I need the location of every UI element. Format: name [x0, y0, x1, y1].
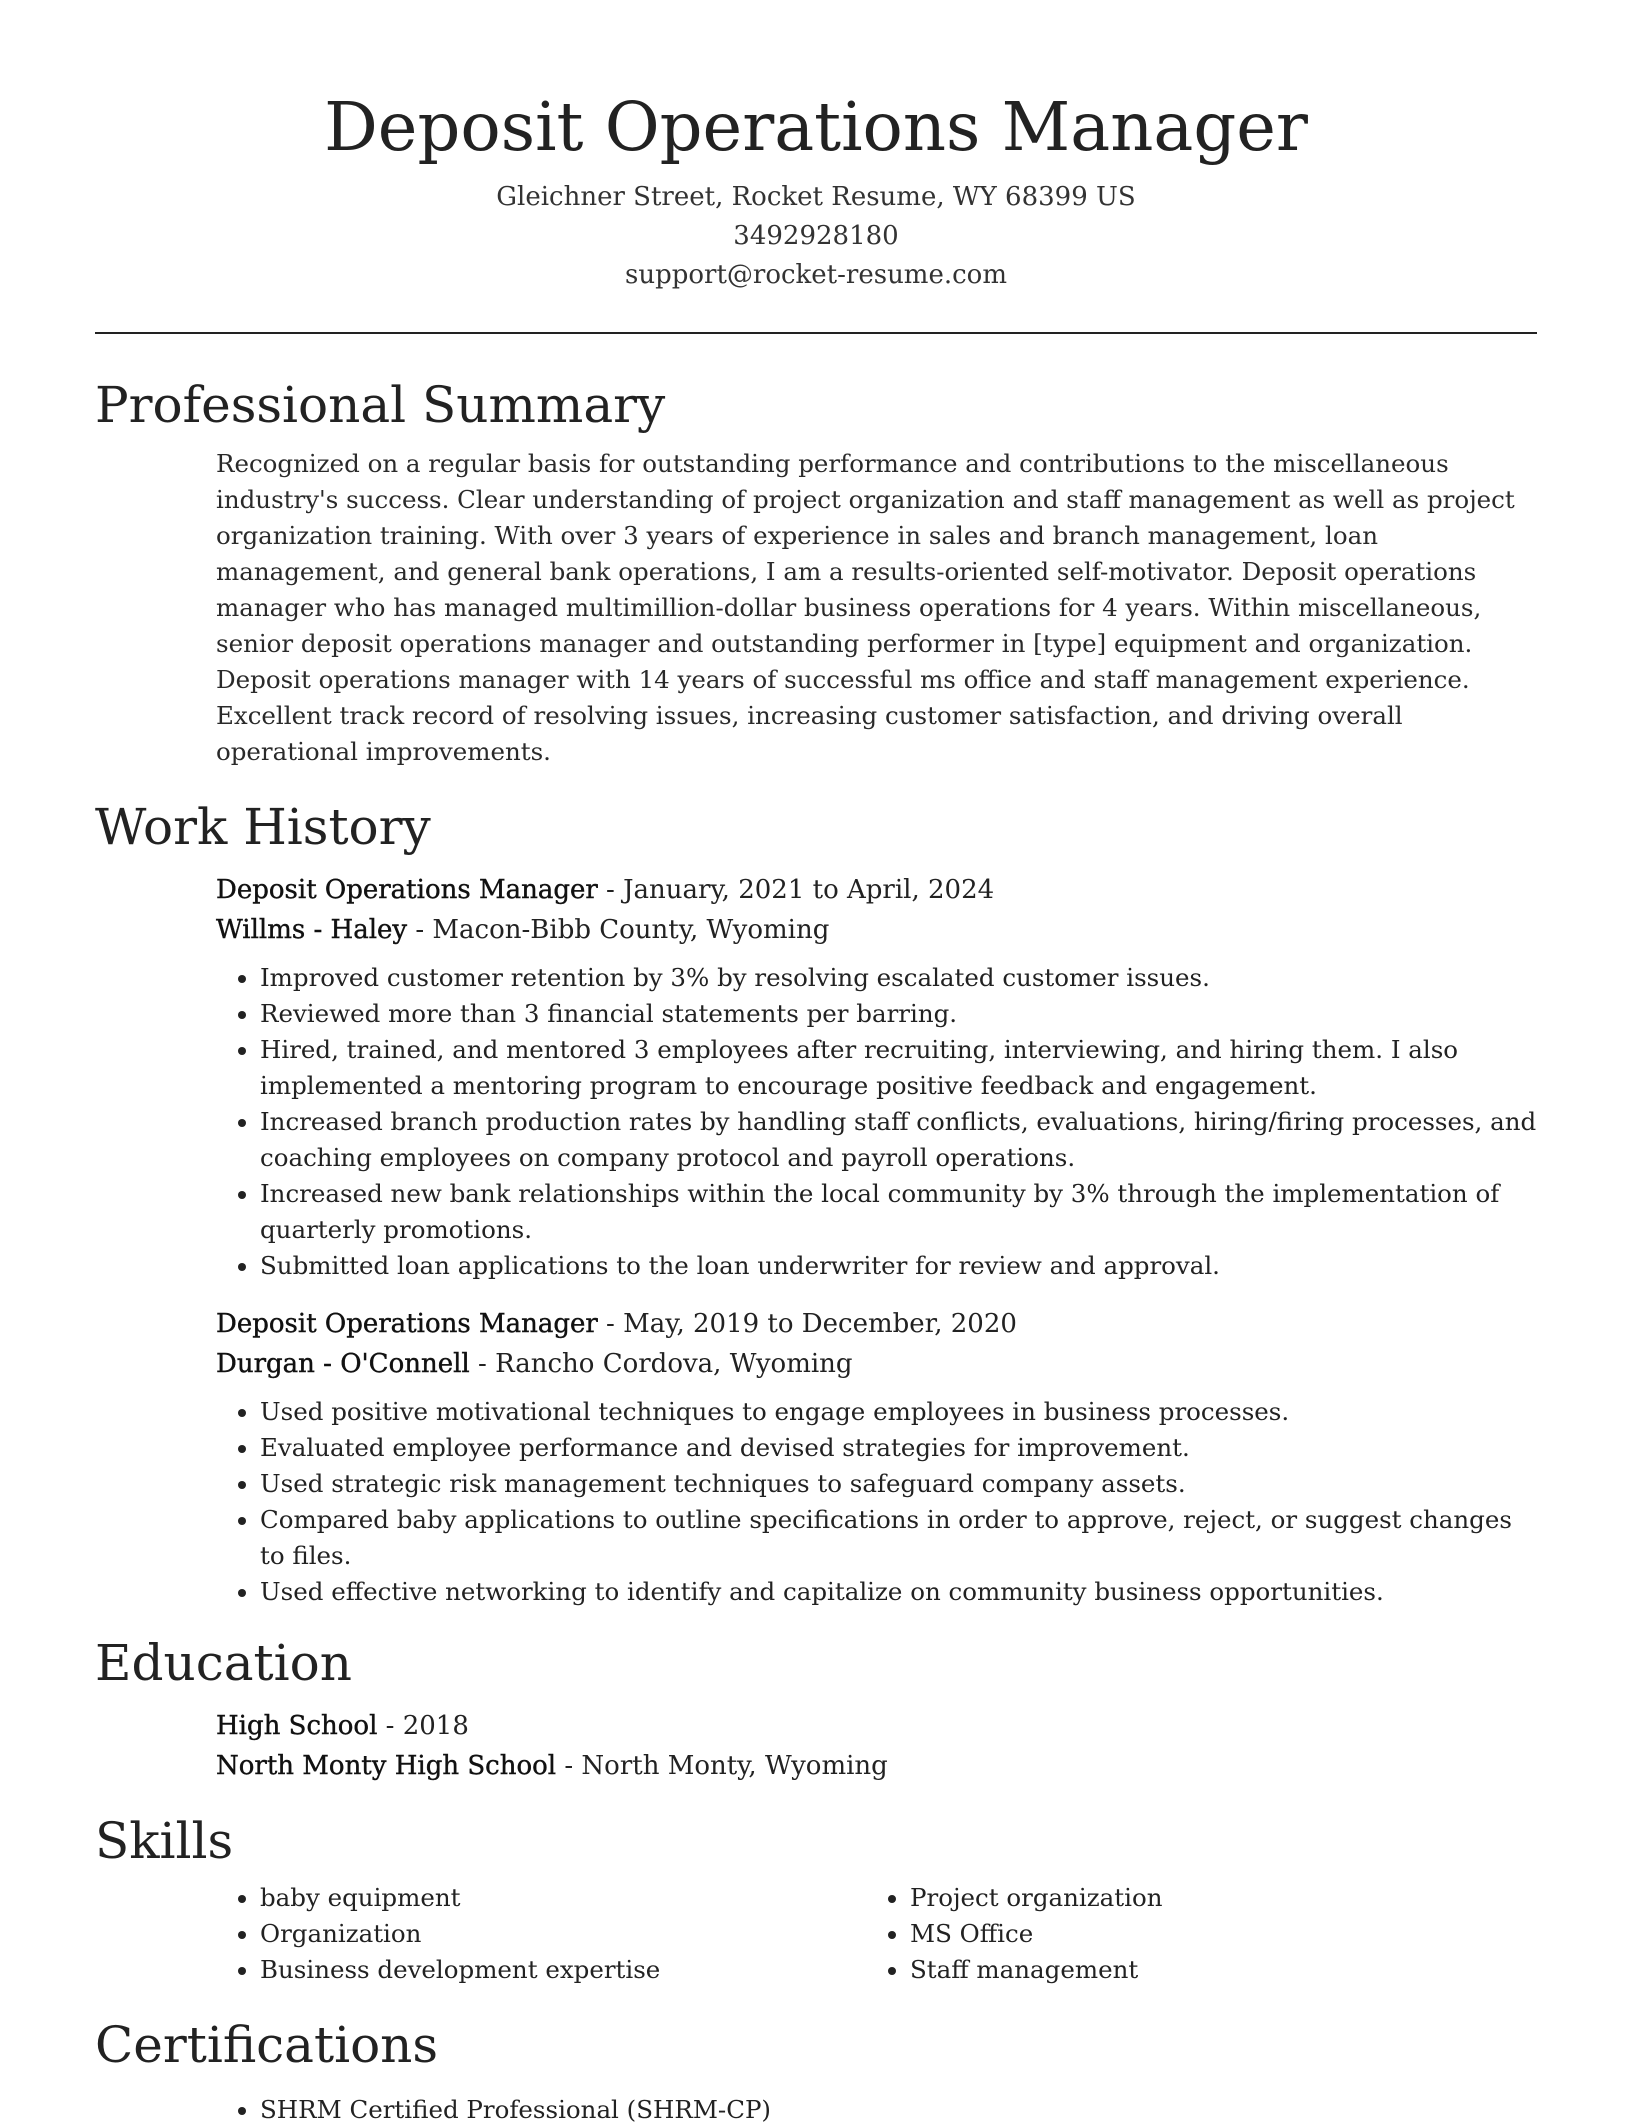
- job-company-line: [216, 910, 1537, 950]
- job-entry: [216, 870, 1537, 1284]
- skill-item: • Project organization: [910, 1880, 1516, 1916]
- education-location: - North Monty, Wyoming: [556, 1751, 888, 1781]
- job-title-line: [216, 1304, 1537, 1344]
- skills-section: [95, 1810, 1537, 1988]
- education-section: [95, 1632, 1537, 1786]
- skills-column-left: [216, 1880, 866, 1988]
- summary-heading: Professional Summary: [95, 376, 666, 434]
- certifications-section: [95, 2014, 1537, 2128]
- job-role: Deposit Operations Manager: [216, 1309, 598, 1339]
- job-bullet: • Used positive motivational techniques to engage employees in business processes.: [260, 1394, 1537, 1430]
- resume-page: [95, 0, 1537, 2128]
- job-location: - Rancho Cordova, Wyoming: [469, 1349, 853, 1379]
- education-degree-line: [216, 1706, 1537, 1746]
- skill-item: • Staff management: [910, 1952, 1516, 1988]
- work-history-section: [95, 796, 1537, 1610]
- education-school-line: [216, 1746, 1537, 1786]
- job-company-line: [216, 1344, 1537, 1384]
- skills-list-right: [866, 1880, 1516, 1988]
- skills-column-right: [866, 1880, 1516, 1988]
- education-heading: Education: [95, 1634, 352, 1692]
- job-company: Willms - Haley: [216, 915, 408, 945]
- job-bullets: [216, 1394, 1537, 1610]
- certifications-heading: Certifications: [95, 2016, 439, 2074]
- job-bullet: • Reviewed more than 3 financial statements per barring.: [260, 996, 1537, 1032]
- job-bullet: • Hired, trained, and mentored 3 employees after recruiting, interviewing, and hiring them. I also implemented a mentoring program to encourage positive feedback and engagement.: [260, 1032, 1537, 1104]
- summary-section: [95, 374, 1537, 770]
- skills-list-left: [216, 1880, 866, 1988]
- certifications-list: [216, 2092, 1537, 2128]
- certification-item: • SHRM Certified Professional (SHRM-CP): [260, 2092, 1537, 2128]
- job-bullet: • Used effective networking to identify and capitalize on community business opportunities.: [260, 1574, 1537, 1610]
- summary-text: Recognized on a regular basis for outstanding performance and contributions to the miscellaneous industry's success. Clear understanding of project organization and staff management as well as project organization training. With over 3 years of experience in sales and branch management, loan management, and general bank operations, I am a results-oriented self-motivator. Deposit operations manager who has managed multimillion-dollar business operations for 4 years. Within miscellaneous, senior deposit operations manager and outstanding performer in [type] equipment and organization. Deposit operations manager with 14 years of successful ms office and staff management experience. Excellent track record of resolving issues, increasing customer satisfaction, and driving overall operational improvements.: [216, 449, 1515, 766]
- job-location: - Macon-Bibb County, Wyoming: [407, 915, 830, 945]
- job-bullet: • Used strategic risk management techniques to safeguard company assets.: [260, 1466, 1537, 1502]
- job-bullet: • Submitted loan applications to the loan underwriter for review and approval.: [260, 1248, 1537, 1284]
- skills-body: [216, 1880, 1537, 1988]
- skill-item: • Organization: [260, 1916, 866, 1952]
- job-bullet: • Increased new bank relationships within the local community by 3% through the implementation of quarterly promotions.: [260, 1176, 1537, 1248]
- job-dates: - January, 2021 to April, 2024: [597, 875, 995, 905]
- resume-header: [95, 0, 1537, 295]
- job-role: Deposit Operations Manager: [216, 875, 598, 905]
- contact-address: Gleichner Street, Rocket Resume, WY 68399 US: [496, 182, 1136, 212]
- certifications-body: [216, 2092, 1537, 2128]
- skills-grid: [216, 1880, 1537, 1988]
- education-year: - 2018: [377, 1711, 469, 1741]
- summary-body: [216, 446, 1537, 770]
- skill-item: • baby equipment: [260, 1880, 866, 1916]
- education-degree: High School: [216, 1711, 378, 1741]
- job-company: Durgan - O'Connell: [216, 1349, 470, 1379]
- job-bullet: • Evaluated employee performance and devised strategies for improvement.: [260, 1430, 1537, 1466]
- education-body: [216, 1706, 1537, 1786]
- skills-heading: Skills: [95, 1812, 234, 1870]
- contact-block: [95, 178, 1537, 295]
- contact-phone: 3492928180: [733, 221, 899, 251]
- job-bullets: [216, 960, 1537, 1284]
- skill-item: • Business development expertise: [260, 1952, 866, 1988]
- job-title-line: [216, 870, 1537, 910]
- job-bullet: • Compared baby applications to outline specifications in order to approve, reject, or suggest changes to files.: [260, 1502, 1537, 1574]
- work-history-heading: Work History: [95, 798, 431, 856]
- skill-item: • MS Office: [910, 1916, 1516, 1952]
- education-school: North Monty High School: [216, 1751, 557, 1781]
- job-bullet: • Increased branch production rates by handling staff conflicts, evaluations, hiring/firing processes, and coaching employees on company protocol and payroll operations.: [260, 1104, 1537, 1176]
- job-bullet: • Improved customer retention by 3% by resolving escalated customer issues.: [260, 960, 1537, 996]
- candidate-name: Deposit Operations Manager: [324, 88, 1308, 166]
- work-history-body: [216, 870, 1537, 1610]
- header-divider: [95, 332, 1537, 334]
- job-dates: - May, 2019 to December, 2020: [597, 1309, 1017, 1339]
- job-entry: [216, 1304, 1537, 1610]
- contact-email: support@rocket-resume.com: [624, 260, 1007, 290]
